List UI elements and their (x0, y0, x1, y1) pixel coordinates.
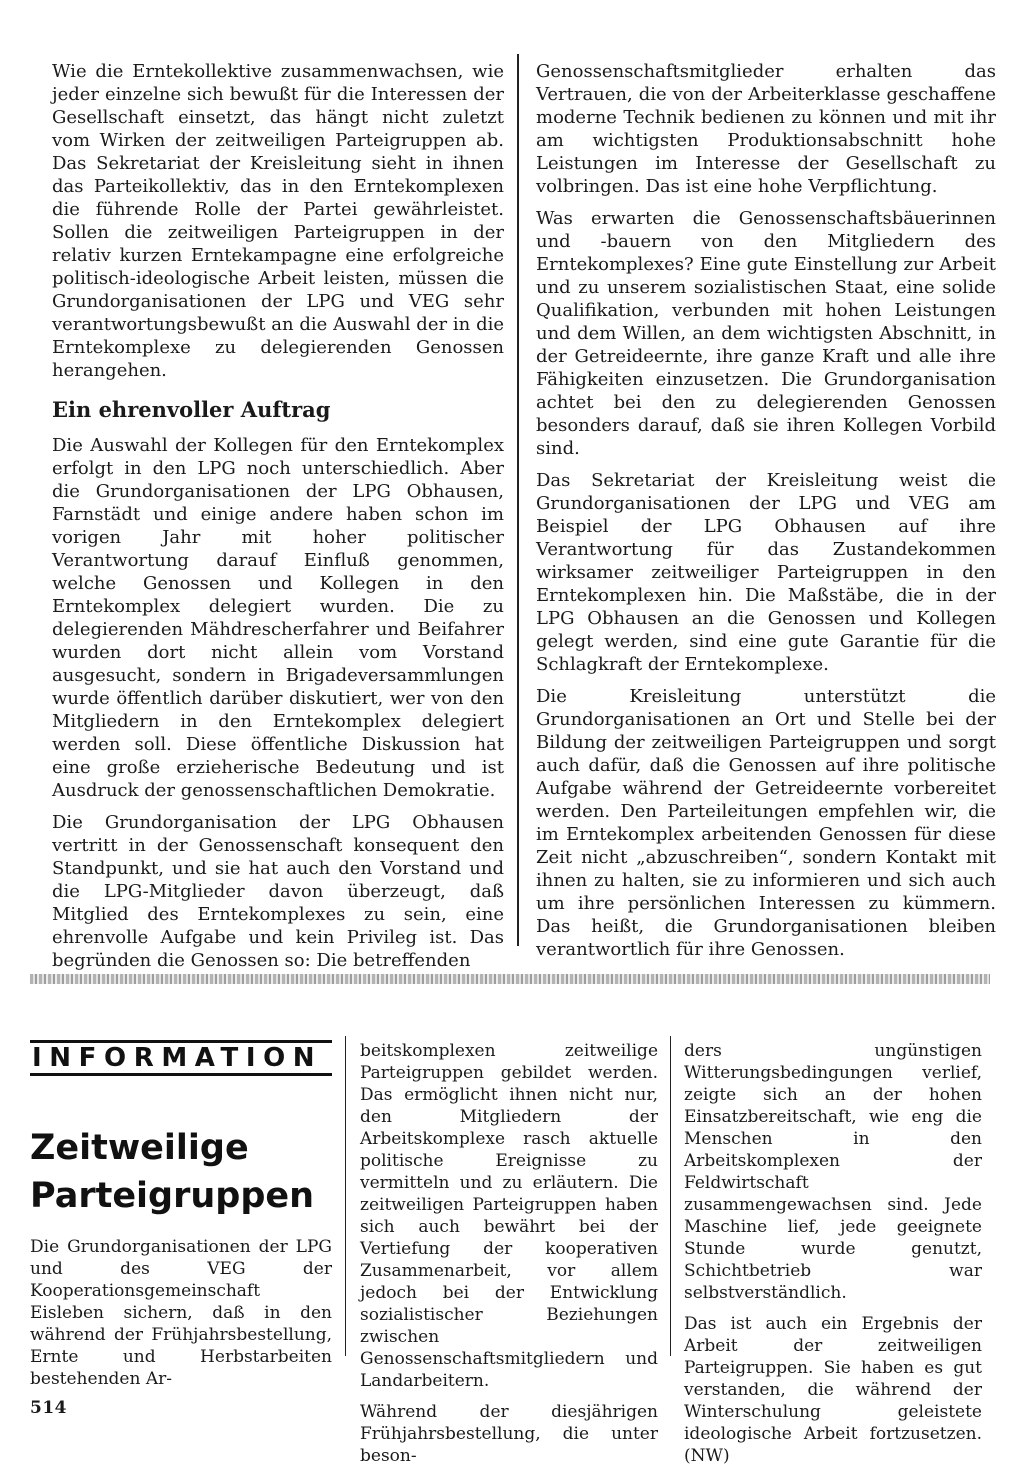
section-separator (30, 974, 990, 984)
info-paragraph: Das ist auch ein Ergebnis der Arbeit der zeitweiligen Parteigruppen. Sie haben es gut verstanden, die während der Winterschulung geleistete ideologische Arbeit fortzusetzen. (NW) (684, 1314, 982, 1466)
info-paragraph: beitskomplexen zeitweilige Parteigruppen gebildet werden. Das ermöglicht ihnen nicht nur, den Mitgliedern der Arbeitskomplexe rasch aktuelle politische Ereignisse zu vermitteln und zu erläutern. Die zeitweiligen Parteigruppen haben sich auch bewährt bei der Vertiefung der kooperativen Zusammenarbeit, vor allem jedoch bei der Entwicklung sozialistischer Beziehungen zwischen Genossenschaftsmitgliedern und Landarbeitern. (360, 1041, 658, 1391)
article-paragraph: Das Sekretariat der Kreisleitung weist die Grundorganisationen der LPG und VEG am Beispiel der LPG Obhausen auf ihre Verantwortung für das Zustandekommen wirksamer zeitweiliger Parteigruppen in den Erntekomplexen hin. Die Maßstäbe, die in der LPG Obhausen an die Genossen und Kollegen gelegt werden, sind eine gute Garantie für die Schlagkraft der Erntekomplexe. (536, 470, 996, 675)
article-column-right (536, 60, 996, 970)
column-divider (345, 1036, 346, 1356)
page-number: 514 (30, 1398, 67, 1418)
title-line: Parteigruppen (30, 1176, 315, 1216)
information-label-box (30, 1040, 332, 1076)
article-paragraph: Die Kreisleitung unterstützt die Grundorganisationen an Ort und Stelle bei der Bildung der zeitweiligen Parteigruppen und sorgt auch dafür, daß die Genossen auf ihre politische Aufgabe während der Getreideernte vorbereitet werden. Den Parteileitungen empfehlen wir, die im Erntekomplex arbeitenden Genossen für diese Zeit nicht „abzuschreiben“, sondern Kontakt mit ihnen zu halten, sie zu informieren und sich auch um ihre persönlichen Interessen zu kümmern. Das heißt, die Grundorganisationen bleiben verantwortlich für ihre Genossen. (536, 686, 996, 960)
info-paragraph: ders ungünstigen Witterungsbedingungen verlief, zeigte sich an der hohen Einsatzbereitschaft, wie eng die Menschen in den Arbeitskomplexen der Feldwirtschaft zusammengewachsen sind. Jede Maschine lief, jede geeignete Stunde wurde genutzt, Schichtbetrieb war selbstverständlich. (684, 1041, 982, 1303)
information-label: INFORMATION (32, 1043, 323, 1073)
info-paragraph: Während der diesjährigen Frühjahrsbestellung, die unter beson- (360, 1402, 658, 1466)
article-paragraph: Wie die Erntekollektive zusammenwachsen, wie jeder einzelne sich bewußt für die Interessen der Gesellschaft einsetzt, das hängt nicht zuletzt vom Wirken der zeitweiligen Parteigruppen ab. Das Sekretariat der Kreisleitung sieht in ihnen das Parteikollektiv, das in den Erntekomplexen die führende Rolle der Partei gewährleistet. Sollen die zeitweiligen Parteigruppen in der relativ kurzen Erntekampagne eine erfolgreiche politisch-ideologische Arbeit leisten, müssen die Grundorganisationen der LPG und VEG sehr verantwortungsbewußt an die Auswahl der in die Erntekomplexe zu delegierenden Genossen herangehen. (52, 61, 504, 381)
information-column-1 (30, 1236, 332, 1399)
column-divider (670, 1036, 671, 1356)
column-divider (517, 54, 519, 946)
article-column-left (52, 60, 504, 981)
section-subheading: Ein ehrenvoller Auftrag (52, 397, 331, 422)
information-column-3 (684, 1040, 982, 1476)
article-paragraph: Genossenschaftsmitglieder erhalten das Vertrauen, die von der Arbeiterklasse geschaffene moderne Technik bedienen zu können und mit ihr am wichtigsten Produktionsabschnitt hohe Leistungen im Interesse der Gesellschaft zu volbringen. Das ist eine hohe Verpflichtung. (536, 61, 996, 197)
information-title (30, 1124, 332, 1220)
article-paragraph: Was erwarten die Genossenschaftsbäuerinnen und -bauern von den Mitgliedern des Erntekomplexes? Eine gute Einstellung zur Arbeit und zu unserem sozialistischen Staat, eine solide Qualifikation, verbunden mit hohen Leistungen und dem Willen, an dem wichtigsten Abschnitt, in der Getreideernte, ihre ganze Kraft und alle ihre Fähigkeiten einzusetzen. Die Grundorganisation achtet bei den zu delegierenden Genossen besonders darauf, daß sie ihren Kollegen Vorbild sind. (536, 208, 996, 459)
label-bottom-rule (30, 1073, 332, 1076)
info-paragraph: Die Grundorganisationen der LPG und des VEG der Kooperationsgemeinschaft Eisleben sichern, daß in den während der Frühjahrsbestellung, Ernte und Herbstarbeiten bestehenden Ar- (30, 1237, 332, 1389)
information-column-2 (360, 1040, 658, 1476)
title-line: Zeitweilige (30, 1128, 249, 1168)
article-paragraph: Die Auswahl der Kollegen für den Erntekomplex erfolgt in den LPG noch unterschiedlich. Aber die Grundorganisationen der LPG Obhausen, Farnstädt und einige andere haben schon im vorigen Jahr mit hoher politischer Verantwortung darauf Einfluß genommen, welche Genossen und Kollegen in den Erntekomplex delegiert wurden. Die zu delegierenden Mähdrescherfahrer und Beifahrer wurden dort nicht allein vom Vorstand ausgesucht, sondern in Brigadeversammlungen wurde öffentlich darüber diskutiert, wer von den Mitgliedern in den Erntekomplex delegiert werden soll. Diese öffentliche Diskussion hat eine große erzieherische Bedeutung und ist Ausdruck der genossenschaftlichen Demokratie. (52, 435, 504, 801)
article-paragraph: Die Grundorganisation der LPG Obhausen vertritt in der Genossenschaft konsequent den Standpunkt, und sie hat auch den Vorstand und die LPG-Mitglieder davon überzeugt, daß Mitglied des Erntekomplexes zu sein, eine ehrenvolle Aufgabe und kein Privileg ist. Das begründen die Genossen so: Die betreffenden (52, 812, 504, 971)
